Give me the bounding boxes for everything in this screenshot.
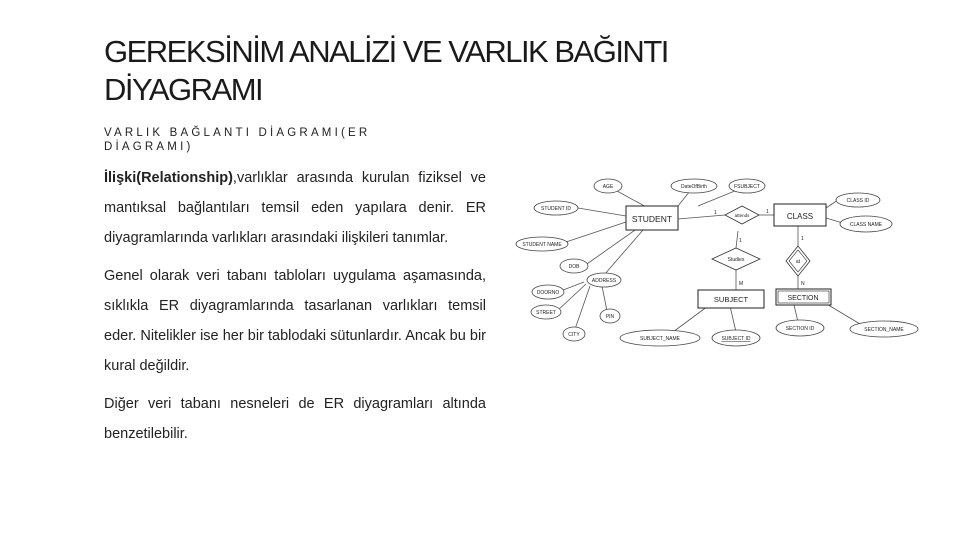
body-text (104, 163, 486, 457)
attr-class-name: CLASS NAME (849, 222, 883, 228)
card-student-studies: 1 (739, 238, 742, 244)
attr-subject-name: SUBJECT_NAME (639, 336, 681, 342)
card-at-section: N (801, 281, 805, 287)
attr-dob: DOB (568, 264, 580, 270)
paragraph-relationship (104, 163, 486, 253)
attr-student-id: STUDENT ID (541, 206, 571, 212)
attr-subject-id: SUBJECT ID (721, 336, 751, 342)
attr-section-id: SECTION ID (785, 326, 815, 332)
relationship-at (786, 246, 810, 276)
attr-age: AGE (602, 184, 614, 190)
card-studies-subject: M (739, 281, 744, 287)
attr-student-name: STUDENT NAME (522, 242, 562, 248)
relationship-at-label: at (795, 259, 801, 265)
attr-class-id: CLASS ID (846, 198, 870, 204)
entity-section-label: SECTION (787, 295, 819, 302)
term-relationship: İlişki(Relationship) (104, 170, 233, 186)
attr-doorno: DOORNO (536, 290, 560, 296)
attr-street: STREET (536, 310, 556, 316)
attribute-shapes (516, 179, 918, 346)
entity-class-label: CLASS (786, 212, 814, 221)
paragraph-tables: Genel olarak veri tabanı tabloları uygulama aşamasında, sıklıkla ER diyagramlarında tasarlanan varlıkları temsil eder. Nitelikler ise her bir tablodaki sütunlardır. Ancak bu bir kural değildir. (104, 268, 486, 374)
attr-fsubject: FSUBJECT (734, 184, 760, 190)
card-student-attends: 1 (714, 210, 717, 216)
er-diagram (508, 170, 920, 350)
attr-pin: PIN (605, 314, 615, 320)
entity-section (776, 289, 831, 305)
relationship-studies (712, 248, 760, 270)
attr-dateofbirth: DateOfBirth (680, 184, 708, 190)
paragraph-objects: Diğer veri tabanı nesneleri de ER diyagramları altında benzetilebilir. (104, 396, 486, 442)
page-title: GEREKSİNİM ANALİZİ VE VARLIK BAĞINTI DİYAGRAMI (104, 34, 668, 107)
entity-student-label: STUDENT (631, 214, 673, 224)
paragraph-relationship-text: ,varlıklar arasında kurulan fiziksel ve mantıksal bağlantıları temsil eden yapılara denir. ER diyagramlarında varlıkları arasındaki ilişkileri tanımlar. (104, 170, 486, 246)
attr-city: CITY (568, 332, 580, 338)
attr-section-name: SECTION_NAME (864, 327, 904, 333)
entity-subject (698, 290, 764, 308)
card-attends-class: 1 (766, 209, 769, 215)
entity-class (774, 204, 826, 226)
relationship-attends (725, 206, 759, 224)
entity-student (626, 206, 678, 230)
entity-subject-label: SUBJECT (713, 295, 749, 304)
relationship-attends-label: attends (734, 213, 750, 218)
attr-address: ADDRESS (591, 278, 617, 284)
page-subtitle: VARLIK BAĞLANTI DİAGRAMI(ER DİAGRAMI) (104, 127, 371, 153)
card-class-at: 1 (801, 236, 804, 242)
relationship-studies-label: Studies (727, 257, 745, 263)
